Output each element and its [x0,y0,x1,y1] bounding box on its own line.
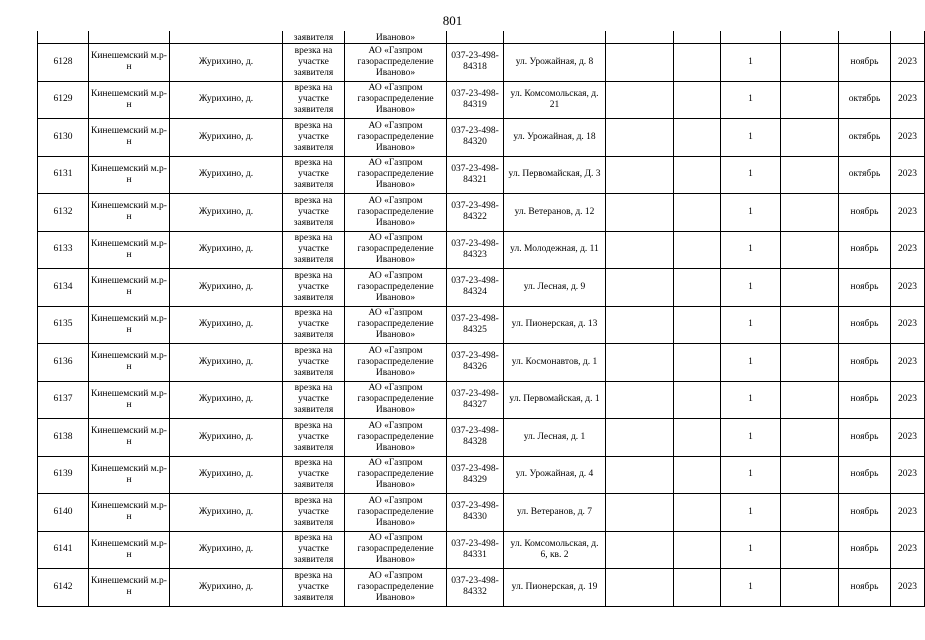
empty-cell [674,494,721,532]
continued-row [38,31,925,44]
empty-cell [606,344,674,382]
district-cell: Кинешемский м.р-н [89,119,170,157]
month-cell: ноябрь [839,231,891,269]
locality-cell: Журихино, д. [170,344,283,382]
cell [606,31,674,44]
address-cell: ул. Первомайская, д. 1 [504,381,606,419]
cell [721,31,781,44]
year-cell: 2023 [891,231,925,269]
gas-connection-register-table [37,31,925,607]
connection-method-cell: врезка на участке заявителя [283,194,345,232]
year-cell: 2023 [891,156,925,194]
empty-cell [674,306,721,344]
quantity-cell: 1 [721,156,781,194]
empty-cell [606,381,674,419]
row-number-cell: 6139 [38,456,89,494]
quantity-cell: 1 [721,344,781,382]
table-row [38,419,925,457]
locality-cell: Журихино, д. [170,494,283,532]
quantity-cell: 1 [721,381,781,419]
table-row [38,194,925,232]
connection-method-cell: врезка на участке заявителя [283,269,345,307]
gas-organization-cell: АО «Газпром газораспределение Иваново» [345,381,447,419]
cell: заявителя [283,31,345,44]
gas-organization-cell: АО «Газпром газораспределение Иваново» [345,44,447,82]
table-row [38,44,925,82]
empty-cell [606,531,674,569]
empty-cell [781,269,839,307]
application-code-cell: 037-23-498-84328 [447,419,504,457]
locality-cell: Журихино, д. [170,419,283,457]
month-cell: ноябрь [839,44,891,82]
gas-organization-cell: АО «Газпром газораспределение Иваново» [345,306,447,344]
row-number-cell: 6140 [38,494,89,532]
empty-cell [781,344,839,382]
empty-cell [781,419,839,457]
district-cell: Кинешемский м.р-н [89,456,170,494]
quantity-cell: 1 [721,44,781,82]
cell [781,31,839,44]
address-cell: ул. Ветеранов, д. 7 [504,494,606,532]
month-cell: ноябрь [839,306,891,344]
district-cell: Кинешемский м.р-н [89,194,170,232]
row-number-cell: 6138 [38,419,89,457]
empty-cell [781,531,839,569]
year-cell: 2023 [891,456,925,494]
quantity-cell: 1 [721,194,781,232]
cell [170,31,283,44]
gas-organization-cell: АО «Газпром газораспределение Иваново» [345,194,447,232]
locality-cell: Журихино, д. [170,269,283,307]
locality-cell: Журихино, д. [170,569,283,607]
connection-method-cell: врезка на участке заявителя [283,231,345,269]
empty-cell [606,494,674,532]
year-cell: 2023 [891,419,925,457]
row-number-cell: 6142 [38,569,89,607]
address-cell: ул. Лесная, д. 1 [504,419,606,457]
gas-organization-cell: АО «Газпром газораспределение Иваново» [345,231,447,269]
gas-organization-cell: АО «Газпром газораспределение Иваново» [345,531,447,569]
district-cell: Кинешемский м.р-н [89,494,170,532]
empty-cell [674,344,721,382]
quantity-cell: 1 [721,231,781,269]
table-row [38,306,925,344]
table-row [38,156,925,194]
locality-cell: Журихино, д. [170,231,283,269]
address-cell: ул. Комсомольская, д. 6, кв. 2 [504,531,606,569]
empty-cell [674,194,721,232]
application-code-cell: 037-23-498-84321 [447,156,504,194]
year-cell: 2023 [891,381,925,419]
quantity-cell: 1 [721,456,781,494]
row-number-cell: 6136 [38,344,89,382]
quantity-cell: 1 [721,419,781,457]
empty-cell [781,494,839,532]
address-cell: ул. Ветеранов, д. 12 [504,194,606,232]
address-cell: ул. Первомайская, Д. 3 [504,156,606,194]
district-cell: Кинешемский м.р-н [89,81,170,119]
empty-cell [674,44,721,82]
connection-method-cell: врезка на участке заявителя [283,456,345,494]
application-code-cell: 037-23-498-84331 [447,531,504,569]
year-cell: 2023 [891,44,925,82]
empty-cell [781,119,839,157]
application-code-cell: 037-23-498-84330 [447,494,504,532]
connection-method-cell: врезка на участке заявителя [283,81,345,119]
connection-method-cell: врезка на участке заявителя [283,531,345,569]
address-cell: ул. Урожайная, д. 18 [504,119,606,157]
cell [891,31,925,44]
address-cell: ул. Пионерская, д. 13 [504,306,606,344]
empty-cell [674,119,721,157]
empty-cell [606,569,674,607]
year-cell: 2023 [891,269,925,307]
connection-method-cell: врезка на участке заявителя [283,569,345,607]
cell [674,31,721,44]
empty-cell [674,569,721,607]
empty-cell [606,269,674,307]
quantity-cell: 1 [721,306,781,344]
empty-cell [674,531,721,569]
empty-cell [606,119,674,157]
gas-organization-cell: АО «Газпром газораспределение Иваново» [345,419,447,457]
quantity-cell: 1 [721,81,781,119]
empty-cell [674,231,721,269]
gas-organization-cell: АО «Газпром газораспределение Иваново» [345,456,447,494]
locality-cell: Журихино, д. [170,306,283,344]
table-row [38,269,925,307]
year-cell: 2023 [891,119,925,157]
locality-cell: Журихино, д. [170,81,283,119]
gas-organization-cell: АО «Газпром газораспределение Иваново» [345,344,447,382]
cell [504,31,606,44]
application-code-cell: 037-23-498-84320 [447,119,504,157]
row-number-cell: 6141 [38,531,89,569]
connection-method-cell: врезка на участке заявителя [283,494,345,532]
month-cell: октябрь [839,81,891,119]
empty-cell [674,81,721,119]
application-code-cell: 037-23-498-84318 [447,44,504,82]
application-code-cell: 037-23-498-84326 [447,344,504,382]
empty-cell [606,456,674,494]
year-cell: 2023 [891,306,925,344]
empty-cell [674,381,721,419]
empty-cell [781,569,839,607]
table-row [38,344,925,382]
row-number-cell: 6137 [38,381,89,419]
application-code-cell: 037-23-498-84319 [447,81,504,119]
row-number-cell: 6134 [38,269,89,307]
district-cell: Кинешемский м.р-н [89,156,170,194]
application-code-cell: 037-23-498-84327 [447,381,504,419]
table-row [38,81,925,119]
month-cell: октябрь [839,119,891,157]
table-row [38,231,925,269]
gas-organization-cell: АО «Газпром газораспределение Иваново» [345,569,447,607]
address-cell: ул. Урожайная, д. 8 [504,44,606,82]
empty-cell [606,156,674,194]
empty-cell [606,419,674,457]
empty-cell [606,231,674,269]
month-cell: ноябрь [839,456,891,494]
month-cell: ноябрь [839,569,891,607]
month-cell: ноябрь [839,531,891,569]
connection-method-cell: врезка на участке заявителя [283,419,345,457]
connection-method-cell: врезка на участке заявителя [283,306,345,344]
empty-cell [674,456,721,494]
empty-cell [606,44,674,82]
cell: Иваново» [345,31,447,44]
empty-cell [781,456,839,494]
district-cell: Кинешемский м.р-н [89,269,170,307]
cell [447,31,504,44]
cell [839,31,891,44]
row-number-cell: 6129 [38,81,89,119]
gas-organization-cell: АО «Газпром газораспределение Иваново» [345,494,447,532]
year-cell: 2023 [891,569,925,607]
address-cell: ул. Комсомольская, д. 21 [504,81,606,119]
address-cell: ул. Пионерская, д. 19 [504,569,606,607]
quantity-cell: 1 [721,119,781,157]
empty-cell [606,306,674,344]
month-cell: ноябрь [839,194,891,232]
table-row [38,494,925,532]
district-cell: Кинешемский м.р-н [89,381,170,419]
quantity-cell: 1 [721,569,781,607]
district-cell: Кинешемский м.р-н [89,231,170,269]
row-number-cell: 6128 [38,44,89,82]
locality-cell: Журихино, д. [170,119,283,157]
application-code-cell: 037-23-498-84322 [447,194,504,232]
quantity-cell: 1 [721,531,781,569]
empty-cell [606,194,674,232]
month-cell: ноябрь [839,269,891,307]
application-code-cell: 037-23-498-84324 [447,269,504,307]
locality-cell: Журихино, д. [170,381,283,419]
year-cell: 2023 [891,531,925,569]
application-code-cell: 037-23-498-84329 [447,456,504,494]
month-cell: ноябрь [839,419,891,457]
gas-organization-cell: АО «Газпром газораспределение Иваново» [345,119,447,157]
table-row [38,381,925,419]
empty-cell [674,269,721,307]
empty-cell [781,194,839,232]
quantity-cell: 1 [721,494,781,532]
year-cell: 2023 [891,494,925,532]
application-code-cell: 037-23-498-84332 [447,569,504,607]
locality-cell: Журихино, д. [170,156,283,194]
empty-cell [674,419,721,457]
row-number-cell: 6131 [38,156,89,194]
empty-cell [606,81,674,119]
year-cell: 2023 [891,194,925,232]
connection-method-cell: врезка на участке заявителя [283,156,345,194]
address-cell: ул. Урожайная, д. 4 [504,456,606,494]
month-cell: ноябрь [839,494,891,532]
cell [38,31,89,44]
month-cell: ноябрь [839,381,891,419]
page-number: 801 [442,13,463,28]
month-cell: ноябрь [839,344,891,382]
gas-organization-cell: АО «Газпром газораспределение Иваново» [345,156,447,194]
connection-method-cell: врезка на участке заявителя [283,344,345,382]
district-cell: Кинешемский м.р-н [89,419,170,457]
gas-organization-cell: АО «Газпром газораспределение Иваново» [345,269,447,307]
row-number-cell: 6135 [38,306,89,344]
district-cell: Кинешемский м.р-н [89,531,170,569]
table-row [38,456,925,494]
district-cell: Кинешемский м.р-н [89,306,170,344]
empty-cell [781,81,839,119]
locality-cell: Журихино, д. [170,44,283,82]
district-cell: Кинешемский м.р-н [89,569,170,607]
table-row [38,119,925,157]
year-cell: 2023 [891,344,925,382]
locality-cell: Журихино, д. [170,531,283,569]
month-cell: октябрь [839,156,891,194]
empty-cell [781,156,839,194]
empty-cell [781,306,839,344]
empty-cell [674,156,721,194]
application-code-cell: 037-23-498-84323 [447,231,504,269]
connection-method-cell: врезка на участке заявителя [283,381,345,419]
year-cell: 2023 [891,81,925,119]
empty-cell [781,44,839,82]
connection-method-cell: врезка на участке заявителя [283,44,345,82]
quantity-cell: 1 [721,269,781,307]
application-code-cell: 037-23-498-84325 [447,306,504,344]
gas-organization-cell: АО «Газпром газораспределение Иваново» [345,81,447,119]
empty-cell [781,231,839,269]
row-number-cell: 6133 [38,231,89,269]
address-cell: ул. Молодежная, д. 11 [504,231,606,269]
locality-cell: Журихино, д. [170,194,283,232]
connection-method-cell: врезка на участке заявителя [283,119,345,157]
row-number-cell: 6130 [38,119,89,157]
district-cell: Кинешемский м.р-н [89,344,170,382]
district-cell: Кинешемский м.р-н [89,44,170,82]
row-number-cell: 6132 [38,194,89,232]
locality-cell: Журихино, д. [170,456,283,494]
address-cell: ул. Лесная, д. 9 [504,269,606,307]
table-row [38,531,925,569]
table-row [38,569,925,607]
cell [89,31,170,44]
address-cell: ул. Космонавтов, д. 1 [504,344,606,382]
empty-cell [781,381,839,419]
